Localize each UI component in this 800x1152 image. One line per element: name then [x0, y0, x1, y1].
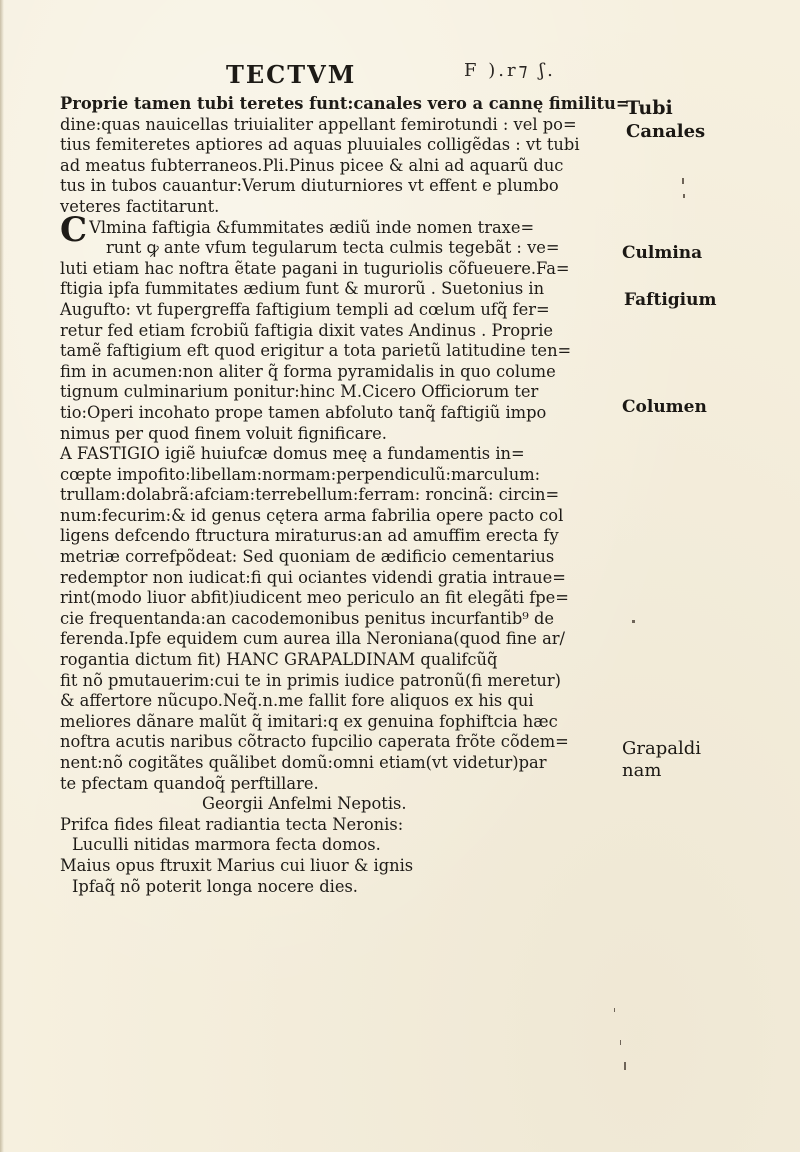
main-text	[60, 94, 630, 897]
text-line-content: fit nõ pmutauerim:cui te in primis iudice patronũ(fi meretur)	[60, 670, 561, 690]
text-line-content: cie frequentanda:an cacodemonibus penitus incurfantib⁹ de	[60, 608, 555, 628]
text-line	[60, 774, 620, 795]
text-line-content: Augufto: vt fupergreffa faftigium templi ad cœlum ufq̃ fer=	[60, 299, 550, 319]
text-line-content: runt ꝙ ante vfum tegularum tecta culmis tegebãt : ve=	[106, 238, 560, 258]
text-line	[60, 485, 620, 506]
text-line-content: tius femiteretes aptiores ad aquas pluuiales colligẽdas : vt tubi	[60, 135, 580, 155]
text-line	[60, 588, 620, 609]
text-line-content: veteres factitarunt.	[60, 196, 220, 216]
marginal-note-tubi: Tubi	[626, 97, 673, 119]
text-line-content: rint(modo liuor abfit)iudicent meo periculo an fit elegãti fpe=	[60, 588, 569, 608]
text-line-content: rogantia dictum fit) HANC GRAPALDINAM qualifcũq̃	[60, 650, 498, 670]
text-line-content: trullam:dolabrã:afciam:terrebellum:ferram: roncinã: circin=	[60, 485, 560, 505]
text-line	[60, 691, 620, 712]
marginal-note-columen: Columen	[622, 397, 707, 417]
text-line	[60, 506, 620, 527]
ink-speck	[624, 1062, 626, 1070]
text-line-content: num:fecurim:& id genus cętera arma fabrilia opere pacto col	[60, 505, 564, 525]
text-line-content: retur fed etiam fcrobiũ faftigia dixit vates Andinus . Proprie	[60, 320, 554, 340]
text-line	[60, 609, 620, 630]
marginal-note-faftigium: Faftigium	[624, 290, 717, 310]
marginal-note-culmina: Culmina	[622, 243, 703, 263]
text-line-content: Georgii Anfelmi Nepotis.	[202, 794, 407, 814]
text-line	[60, 115, 620, 136]
text-line-content: Prifca fides fileat radiantia tecta Neronis:	[60, 814, 404, 834]
text-line-content: ligens defcendo ftructura miraturus:an ad amuffim erecta fy	[60, 526, 559, 546]
text-line-content: noftra acutis naribus cõtracto fupcilio caperata frõte cõdem=	[60, 732, 569, 752]
text-line-content: tio:Operi incohato prope tamen abfoluto tanq̃ faftigiũ impo	[60, 402, 547, 422]
text-line-content: tus in tubos cauantur:Verum diuturniores vt effent e plumbo	[60, 176, 559, 196]
text-line	[60, 382, 620, 403]
text-line	[60, 671, 620, 692]
page-header	[0, 60, 800, 94]
text-line	[60, 424, 620, 445]
text-line-content: & affertore nũcupo.Neq̃.n.me fallit fore aliquos ex his qui	[60, 691, 534, 711]
text-line	[60, 568, 620, 589]
marginal-note-nam: nam	[622, 760, 662, 781]
text-line	[60, 465, 620, 486]
ink-speck	[682, 178, 684, 184]
text-line	[60, 547, 620, 568]
text-line	[60, 835, 620, 856]
text-line	[60, 176, 620, 197]
text-line-content: Ipfaq̃ nõ poterit longa nocere dies.	[72, 876, 358, 896]
text-line	[60, 135, 620, 156]
page-binding-edge	[0, 0, 4, 1152]
ink-speck	[620, 1040, 621, 1045]
running-head: TECTVM	[226, 60, 357, 89]
text-line-content: ferenda.Ipfe equidem cum aurea illa Neroniana(quod fine ar/	[60, 629, 566, 649]
text-line	[60, 856, 620, 877]
text-line	[60, 94, 630, 115]
text-line	[60, 815, 620, 836]
text-line-content: Vlmina faftigia &fummitates ædiũ inde nomen traxe=	[89, 217, 535, 237]
text-line	[60, 321, 620, 342]
text-line	[60, 362, 620, 383]
text-line-content: Proprie tamen tubi teretes funt:canales vero a cannę fimilitu=	[60, 94, 630, 113]
text-line	[60, 259, 620, 280]
drop-capital: C	[60, 209, 88, 250]
text-line-content: tamẽ faftigium eft quod erigitur a tota parietũ latitudine ten=	[60, 341, 572, 361]
text-line	[60, 300, 620, 321]
text-line-content: nent:nõ cogitãtes quãlibet domũ:omni etiam(vt videtur)par	[60, 753, 547, 772]
text-line-content: nimus per quod finem voluit fignificare.	[60, 423, 387, 443]
text-line-content: redemptor non iudicat:fi qui ociantes videndi gratia intraue=	[60, 567, 566, 587]
text-line	[60, 526, 620, 547]
text-line-content: fim in acumen:non aliter q̃ forma pyramidalis in quo colume	[60, 361, 556, 381]
text-line	[60, 877, 620, 898]
text-line	[60, 753, 620, 774]
marginal-note-canales: Canales	[626, 121, 706, 142]
ink-speck	[683, 194, 685, 198]
text-line	[60, 403, 620, 424]
text-line	[60, 156, 620, 177]
text-line	[60, 732, 620, 753]
marginal-note-grapaldi: Grapaldi	[622, 738, 702, 759]
text-line-content: te pfectam quandoq̃ perftillare.	[60, 773, 319, 793]
ink-speck	[614, 1008, 615, 1012]
text-line-content: Maius opus ftruxit Marius cui liuor & ignis	[60, 855, 414, 875]
text-line-content: A FASTIGIO igiẽ huiufcæ domus meę a fundamentis in=	[60, 444, 525, 464]
text-line-content: cœpte impofito:libellam:normam:perpendiculũ:marculum:	[60, 464, 541, 484]
text-line	[60, 794, 620, 815]
text-line-content: tignum culminarium ponitur:hinc M.Cicero Officiorum ter	[60, 382, 539, 402]
text-line-content: ftigia ipfa fummitates ædium funt & murorũ . Suetonius in	[60, 279, 545, 299]
text-line	[60, 197, 620, 218]
text-line-content: meliores dãnare malũt q̃ imitari:q ex genuina fophiftcia hæc	[60, 711, 558, 731]
text-line-content: Luculli nitidas marmora fecta domos.	[72, 835, 381, 855]
text-line-content: luti etiam hac noftra ẽtate pagani in tuguriolis cõfueuere.Fa=	[60, 258, 570, 278]
text-line	[60, 341, 620, 362]
text-line	[60, 629, 620, 650]
text-line	[60, 238, 620, 259]
text-line-content: metriæ correfpõdeat: Sed quoniam de ædificio cementarius	[60, 547, 555, 567]
text-line-content: ad meatus fubterraneos.Pli.Pinus picee & alni ad aquarũ duc	[60, 155, 564, 175]
text-line	[60, 712, 620, 733]
text-line	[60, 279, 620, 300]
text-line	[60, 444, 620, 465]
signature-mark: F ).r⁊ ʃ.	[464, 60, 556, 81]
text-line	[60, 650, 620, 671]
text-line-content: dine:quas nauicellas triuialiter appellant femirotundi : vel po=	[60, 114, 577, 134]
ink-speck	[632, 620, 635, 623]
